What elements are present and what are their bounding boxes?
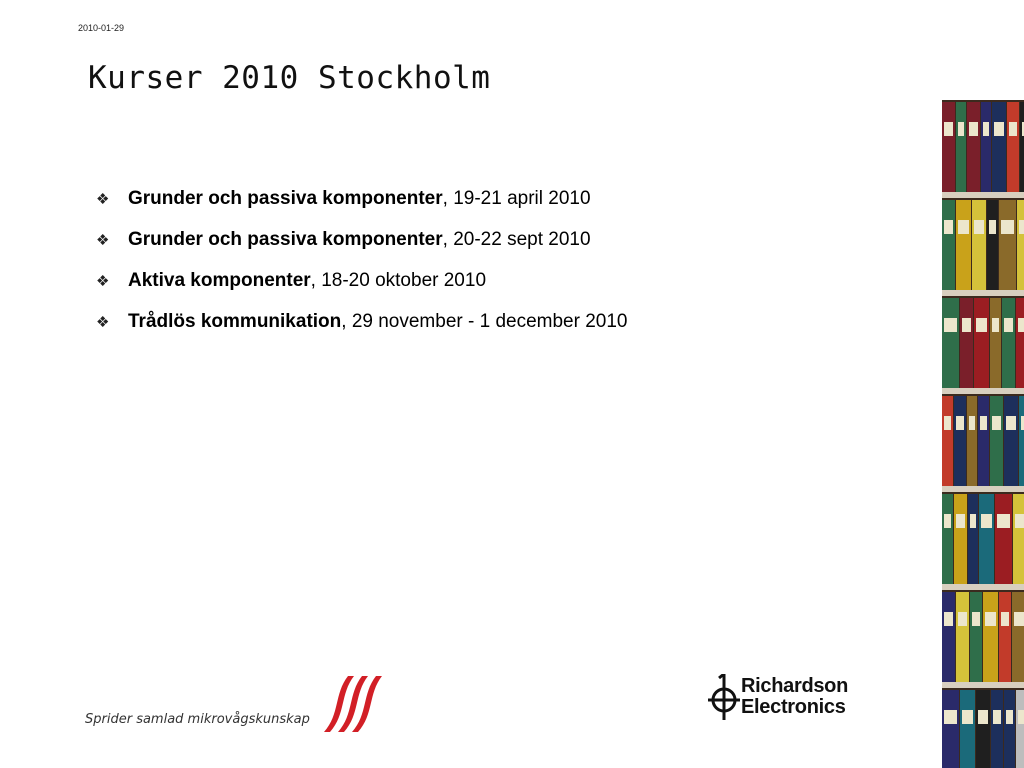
- richardson-logo-icon: [706, 674, 742, 722]
- course-dates: , 20-22 sept 2010: [442, 228, 591, 250]
- course-dates: , 19-21 april 2010: [442, 187, 591, 209]
- list-item: [96, 260, 628, 301]
- red-swoosh-logo: [318, 672, 382, 734]
- course-dates: , 29 november - 1 december 2010: [341, 310, 628, 332]
- course-list: [96, 178, 628, 342]
- course-name: Trådlös kommunikation: [128, 310, 342, 332]
- logo-line-1: Richardson: [741, 675, 849, 697]
- diamond-bullet-icon: ❖: [96, 190, 110, 208]
- list-item: [96, 301, 628, 342]
- course-dates: , 18-20 oktober 2010: [310, 269, 487, 291]
- course-name: Aktiva komponenter: [128, 269, 311, 291]
- course-name: Grunder och passiva komponenter: [128, 187, 443, 209]
- slide-title: Kurser 2010 Stockholm: [88, 60, 491, 96]
- diamond-bullet-icon: ❖: [96, 272, 110, 290]
- list-item: [96, 178, 628, 219]
- diamond-bullet-icon: ❖: [96, 313, 110, 331]
- bookshelf-image: [942, 100, 1024, 768]
- slide-date: 2010-01-29: [78, 23, 125, 33]
- logo-line-2: Electronics: [741, 696, 846, 718]
- course-name: Grunder och passiva komponenter: [128, 228, 443, 250]
- diamond-bullet-icon: ❖: [96, 231, 110, 249]
- list-item: [96, 219, 628, 260]
- richardson-logo-text: [741, 676, 848, 718]
- tagline: Sprider samlad mikrovågskunskap: [85, 712, 310, 727]
